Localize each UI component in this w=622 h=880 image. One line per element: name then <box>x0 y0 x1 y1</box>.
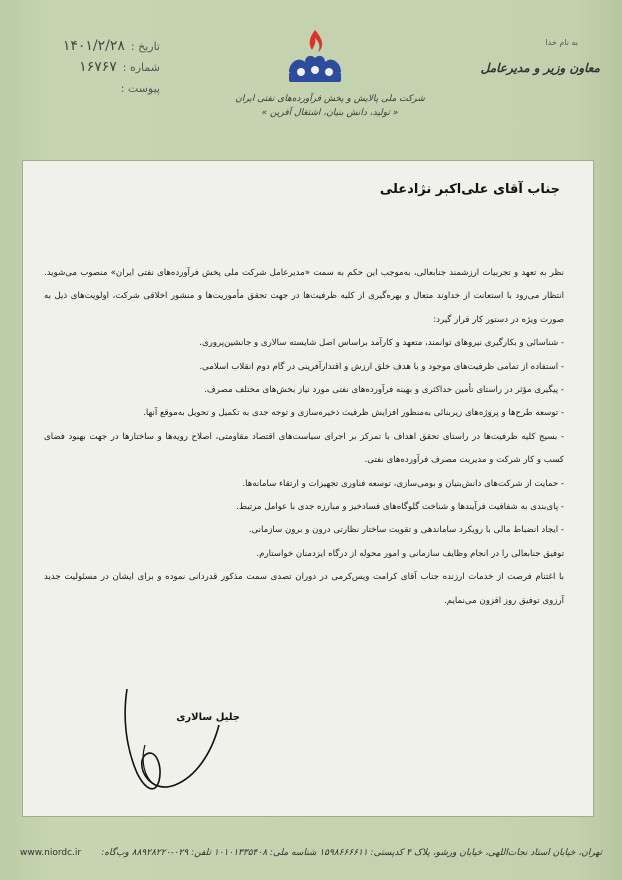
number-row <box>40 57 160 78</box>
number-label: شماره : <box>122 61 160 74</box>
date-label: تاریخ : <box>130 40 160 53</box>
basmala: به نام خدا <box>545 38 578 47</box>
letter-meta <box>40 36 160 99</box>
attachment-label: پیوست : <box>120 82 160 95</box>
company-logo-icon <box>275 28 355 88</box>
letter-item: - شناسائی و بکارگیری نیروهای توانمند، متعهد و کارآمد براساس اصل شایسته سالاری و جانشین‌پروری. <box>199 338 564 349</box>
date-row <box>40 36 160 57</box>
letter-item: - پیگیری مؤثر در راستای تأمین حداکثری و بهینه فرآورده‌های نفتی مورد نیاز بخش‌های مختلف مصرف. <box>204 385 564 396</box>
addressee: جناب آقای علی‌اکبر نژادعلی <box>379 182 560 197</box>
company-name: شرکت ملی پالایش و پخش فرآورده‌های نفتی ایران <box>235 94 425 104</box>
letter-item: - بسیج کلیه ظرفیت‌ها در راستای تحقق اهداف با تمرکز بر اجرای سیاست‌های اقتصاد مقاومتی، اصلاح رویه‌ها و ساختارها در جهت بهبود فضای کسب و کار شرکت و مدیریت مصرف فرآورده‌های نفتی. <box>44 431 564 466</box>
letter-paragraph-thanks: با اغتنام فرصت از خدمات ارزنده جناب آقای کرامت ویس‌کرمی در دوران تصدی سمت مذکور قدردانی نموده و برای ایشان در مسئولیت جدید آرزوی توفیق روز افزون می‌نمایم. <box>44 572 564 606</box>
footer-website: www.niordc.ir <box>20 848 82 858</box>
letter-item: - پای‌بندی به شفافیت فرآیندها و شناخت گلوگاه‌های فسادخیز و مبارزه جدی با عوامل مرتبط. <box>236 502 564 513</box>
company-heading <box>225 92 435 120</box>
signer-name: جلیل سالاری <box>176 712 240 723</box>
letter-item: - استفاده از تمامی ظرفیت‌های موجود و با هدف خلق ارزش و اقتدارآفرینی در گام دوم انقلاب اسلامی. <box>199 361 564 372</box>
date-value: ۱۴۰۱/۲/۲۸ <box>62 38 125 54</box>
letter-paragraph-wish: توفیق جنابعالی را در انجام وظایف سازمانی و امور محوله از درگاه ایزدمنان خواستارم. <box>256 548 564 559</box>
letter-paragraph-intro: نظر به تعهد و تجربیات ارزشمند جنابعالی، به‌موجب این حکم به سمت «مدیرعامل شرکت ملی پخش فرآورده‌های نفتی ایران» منصوب می‌شوید. انتظار می‌رود با استعانت از خداوند متعال و بهره‌گیری از کلیه ظرفیت‌ها در جهت تحقق مأموریت‌ها و منشور اخلاقی شرکت، اولویت‌های ذیل به صورت ویژه در دستور کار قرار گیرد: <box>44 268 564 325</box>
letter-item: - حمایت از شرکت‌های دانش‌بنیان و بومی‌سازی، توسعه فناوری تجهیزات و ارتقاء سامانه‌ها. <box>242 478 564 489</box>
sender-block <box>440 38 600 75</box>
letter-item: - توسعه طرح‌ها و پروژه‌های زیربنائی به‌منظور افزایش ظرفیت ذخیره‌سازی و توجه جدی به تکمیل و تحویل به‌موقع آنها. <box>143 408 564 419</box>
attachment-row <box>40 78 160 99</box>
sender-role: معاون وزیر و مدیرعامل <box>480 61 600 75</box>
letter-item: - ایجاد انضباط مالی با رویکرد ساماندهی و تقویت ساختار نظارتی درون و برون سازمانی. <box>248 525 564 536</box>
signature-icon <box>115 685 235 805</box>
number-value: ۱۶۷۶۷ <box>79 59 117 75</box>
company-slogan: « تولید، دانش بنیان، اشتغال آفرین » <box>261 108 399 118</box>
letterhead-footer <box>20 843 602 863</box>
letter-body <box>44 262 564 613</box>
footer-address: تهران، خیابان استاد نجات‌اللهی، خیابان ورشو، پلاک ۴ کدپستی: ۱۵۹۸۶۶۶۶۱۱ شناسه ملی: ۱۰۱۰۱۳۳۵۴۰۸ تلفن: ۰۲۹-۸۸۹۲۸۲۲۰ وب‌گاه: <box>101 848 602 858</box>
